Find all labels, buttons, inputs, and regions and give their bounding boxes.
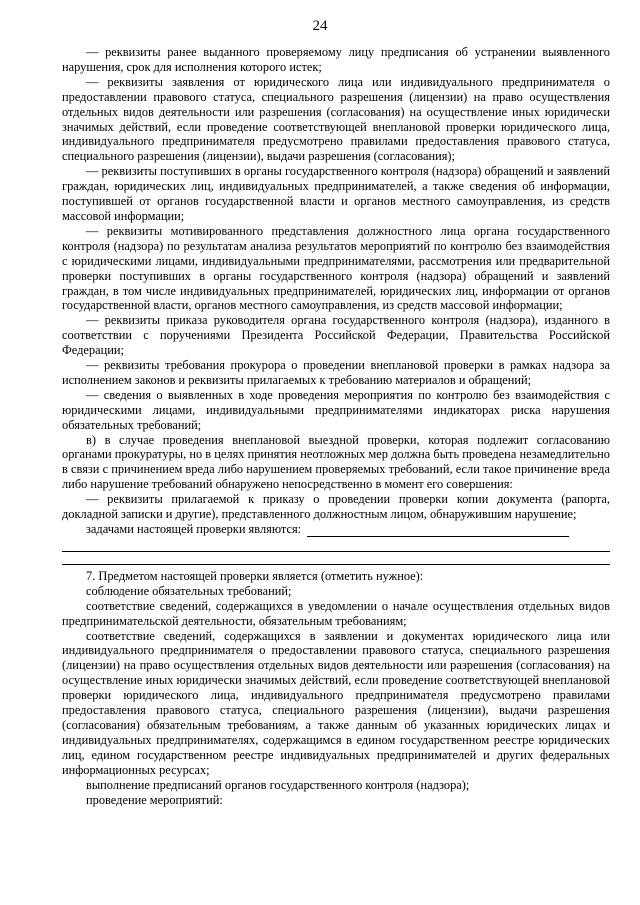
section-7-title: 7. Предметом настоящей проверки является (отметить нужное): [86, 568, 424, 583]
paragraph: — реквизиты требования прокурора о проведении внеплановой проверки в рамках надзора за исполнением законов и реквизиты прилагаемых к требованию материалов и обращений; [62, 358, 610, 387]
paragraph: — реквизиты приказа руководителя органа государственного контроля (надзора), изданного в соответствии с поручениями Президента Российской Федерации, Правительства Российской Федерации; [62, 313, 610, 358]
paragraph: соответствие сведений, содержащихся в заявлении и документах юридического лица или индивидуального предпринимателя о предоставлении правового статуса, специального разрешения (лицензии) на право осуществления отдельных видов деятельности или разрешения (согласования) на осуществление иных юридически значимых действий, если проведение соответствующей внеплановой проверки юридического лица, индивидуального предпринимателя предусмотрено правилами предоставления правового статуса, специального разрешения (лицензии), выдачи разрешения (согласования) обязательным требованиям, а также данным об указанных юридических лицах и индивидуальных предпринимателях, содержащимся в едином государственном реестре юридических лиц, едином государственном реестре индивидуальных предпринимателей и других федеральных информационных ресурсах; [62, 628, 610, 777]
paragraph: соблюдение обязательных требований; [86, 583, 292, 598]
paragraph: в) в случае проведения внеплановой выездной проверки, которая подлежит согласованию органами прокуратуры, но в целях принятия неотложных мер должна быть проведена незамедлительно в связи с причинением вреда либо нарушением проверяемых требований, если такое причинение вреда либо нарушение требований обнаружено непосредственно в момент его совершения: [62, 432, 610, 492]
paragraph: — реквизиты мотивированного представления должностного лица органа государственного контроля (надзора) по результатам анализа результатов мероприятий по контролю без взаимодействия с юридическими лицами, индивидуальными предпринимателями, рассмотрения или предварительной проверки поступивших в органы государственного контроля (надзора) обращений и заявлений граждан, в том числе индивидуальных предпринимателей, юридических лиц, информации от органов государственной власти, органов местного самоуправления, из средств массовой информации; [62, 223, 610, 313]
document-body [62, 45, 610, 807]
paragraph: выполнение предписаний органов государственного контроля (надзора); [86, 777, 470, 792]
tasks-blank-lines [62, 539, 610, 565]
blank-line[interactable] [62, 552, 610, 565]
paragraph: — реквизиты прилагаемой к приказу о проведении проверки копии документа (рапорта, докладной записки и другие), представленного должностным лицом, обнаружившим нарушение; [62, 492, 610, 522]
paragraph: — реквизиты поступивших в органы государственного контроля (надзора) обращений и заявлений граждан, юридических лиц, индивидуальных предпринимателей, а также сведения об информации, поступившей от органов государственной власти и органов местного самоуправления, из средств массовой информации; [62, 164, 610, 223]
tasks-label: задачами настоящей проверки являются: [86, 522, 302, 536]
blank-line[interactable] [62, 539, 610, 552]
tasks-input-line[interactable] [307, 525, 569, 537]
paragraph: — сведения о выявленных в ходе проведения мероприятия по контролю без взаимодействия с юридическими лицами, индивидуальными предпринимателями индикаторах риска нарушения обязательных требований; [62, 387, 610, 432]
page-number: 24 [312, 18, 328, 34]
paragraph: соответствие сведений, содержащихся в уведомлении о начале осуществления отдельных видов предпринимательской деятельности, обязательным требованиям; [62, 598, 610, 628]
paragraph: проведение мероприятий: [86, 792, 223, 807]
tasks-line [62, 522, 610, 537]
paragraph: — реквизиты заявления от юридического лица или индивидуального предпринимателя о предоставлении правового статуса, специального разрешения (лицензии) на право осуществления отдельных видов деятельности или разрешения (согласования) на осуществление иных юридически значимых действий, если проведение соответствующей внеплановой проверки юридического лица, индивидуального предпринимателя предусмотрено правилами предоставления правового статуса, специального разрешения (лицензии), выдачи разрешения (согласования); [62, 74, 610, 164]
paragraph: — реквизиты ранее выданного проверяемому лицу предписания об устранении выявленного нарушения, срок для исполнения которого истек; [62, 45, 610, 74]
